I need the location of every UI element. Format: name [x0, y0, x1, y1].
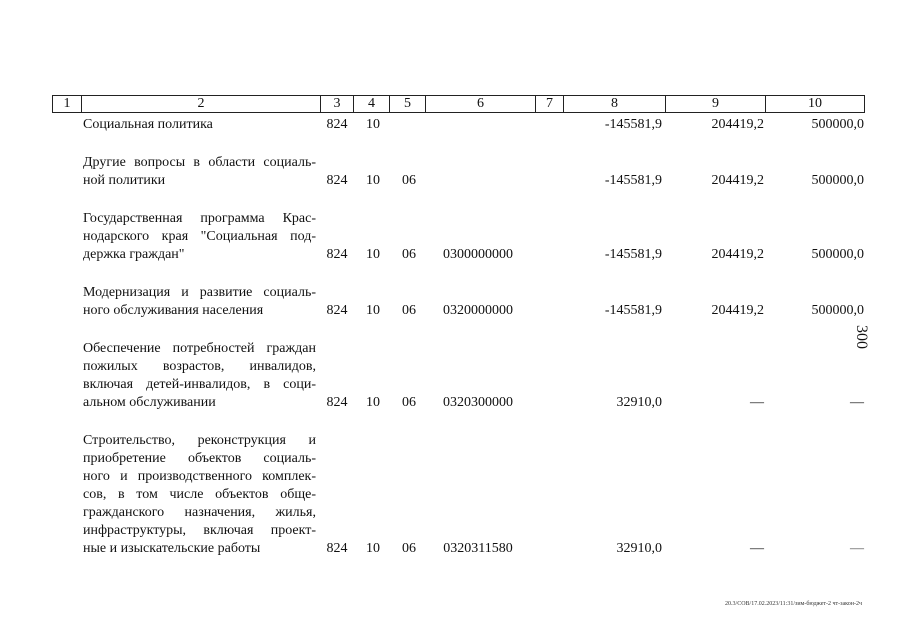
header-col-1: 1 — [53, 96, 82, 112]
row-col-6: 0320311580 — [443, 541, 513, 556]
row-col-5: 06 — [402, 173, 416, 188]
row-col-3: 824 — [326, 395, 348, 410]
row-col-8: -145581,9 — [604, 303, 662, 318]
row-col-8: 32910,0 — [616, 541, 662, 556]
header-col-2: 2 — [82, 96, 321, 112]
row-col-9: — — [750, 541, 764, 556]
row-col-10: — — [850, 541, 864, 556]
row-title: Обеспечение потребностей граждан пожилых возрастов, инвалидов, включая детей-инвалидов, в соци- альном обслуживании — [83, 341, 316, 410]
row-col-9: 204419,2 — [711, 303, 764, 318]
row-col-6: 0320000000 — [443, 303, 513, 318]
row-col-5: 06 — [402, 395, 416, 410]
header-col-7: 7 — [536, 96, 564, 112]
header-col-10: 10 — [808, 96, 822, 111]
footer-stamp: 20.3/СОВ/17.02.2023/11:31/зим-бюджет-2 чт-закон-2ч — [725, 601, 862, 607]
row-col-9: 204419,2 — [711, 117, 764, 132]
row-col-10: 500000,0 — [811, 247, 864, 262]
header-col-9: 9 — [666, 96, 766, 112]
row-col-4: 10 — [366, 541, 380, 556]
row-col-4: 10 — [366, 395, 380, 410]
row-title: Модернизация и развитие социаль- ного обслуживания населения — [83, 285, 316, 318]
row-col-5: 06 — [402, 541, 416, 556]
row-col-4: 10 — [366, 173, 380, 188]
row-col-8: -145581,9 — [604, 247, 662, 262]
row-col-8: -145581,9 — [604, 117, 662, 132]
row-col-6: 0320300000 — [443, 395, 513, 410]
page-number: 300 — [853, 325, 870, 349]
row-col-10: 500000,0 — [811, 303, 864, 318]
row-title: Социальная политика — [83, 117, 213, 132]
row-title: Государственная программа Крас- нодарского края "Социальная под- держка граждан" — [83, 211, 316, 262]
row-col-3: 824 — [326, 117, 348, 132]
row-col-9: 204419,2 — [711, 173, 764, 188]
row-col-10: — — [850, 395, 864, 410]
row-col-9: — — [750, 395, 764, 410]
row-title: Строительство, реконструкция и приобретение объектов социаль- ного и производственного комплек- сов, в том числе объектов обще- гражданского назначения, жилья, инфраструктуры, включая проект- ные и изыскательские работы — [83, 433, 316, 556]
row-col-4: 10 — [366, 247, 380, 262]
row-col-5: 06 — [402, 303, 416, 318]
row-col-3: 824 — [326, 303, 348, 318]
row-col-9: 204419,2 — [711, 247, 764, 262]
header-col-4: 4 — [354, 96, 390, 112]
table-header-row — [52, 95, 865, 113]
header-col-3: 3 — [321, 96, 354, 112]
row-col-4: 10 — [366, 303, 380, 318]
row-col-8: -145581,9 — [604, 173, 662, 188]
row-col-3: 824 — [326, 247, 348, 262]
row-col-10: 500000,0 — [811, 117, 864, 132]
header-col-8: 8 — [564, 96, 666, 112]
row-col-3: 824 — [326, 173, 348, 188]
row-col-4: 10 — [366, 117, 380, 132]
header-col-6: 6 — [426, 96, 536, 112]
row-col-6: 0300000000 — [443, 247, 513, 262]
header-col-5: 5 — [390, 96, 426, 112]
row-col-8: 32910,0 — [616, 395, 662, 410]
row-col-3: 824 — [326, 541, 348, 556]
row-col-5: 06 — [402, 247, 416, 262]
row-col-10: 500000,0 — [811, 173, 864, 188]
row-title: Другие вопросы в области социаль- ной политики — [83, 155, 316, 188]
